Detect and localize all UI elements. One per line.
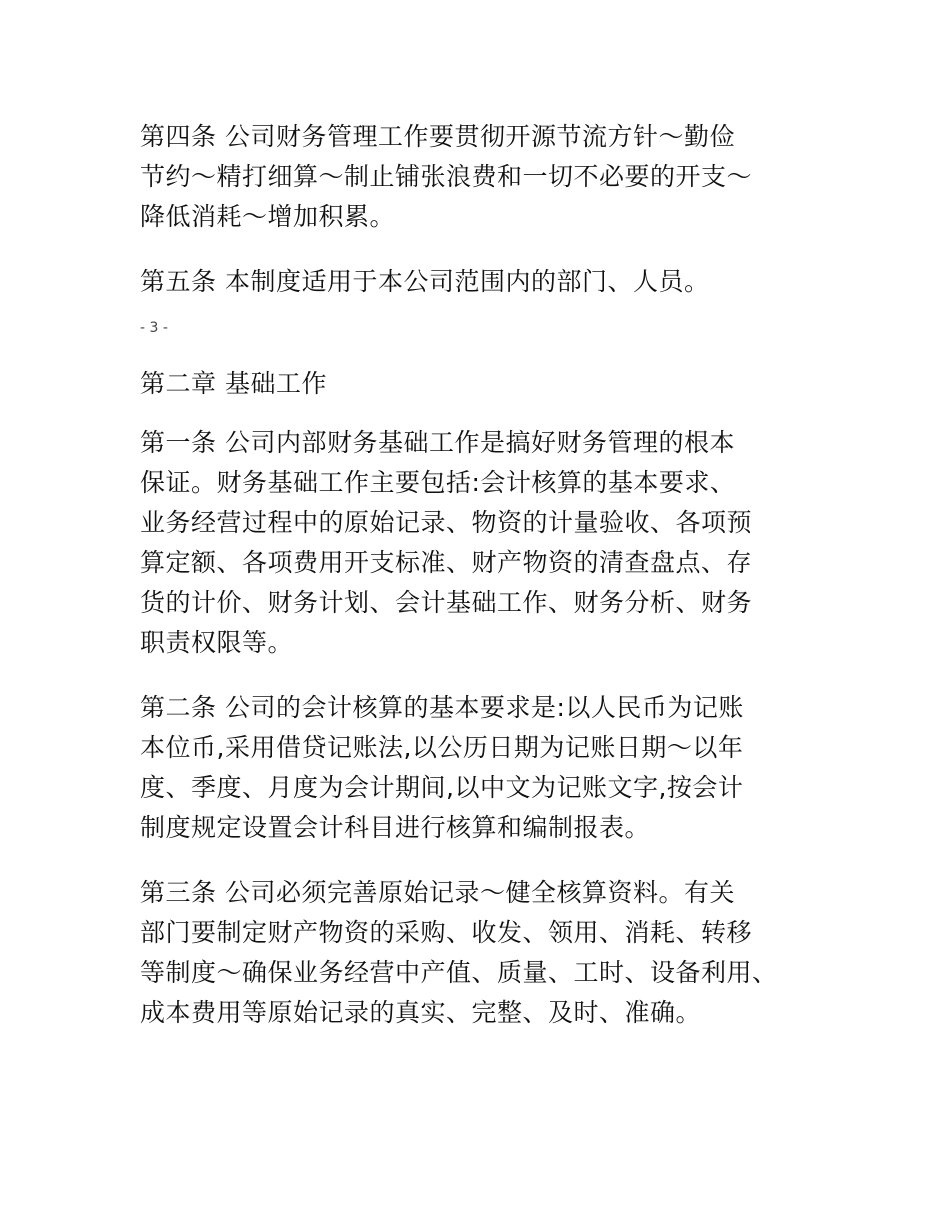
text-line: 部门要制定财产物资的采购、收发、领用、消耗、转移 <box>140 918 753 947</box>
page-number: - 3 - <box>140 320 168 336</box>
text-line: 节约～精打细算～制止铺张浪费和一切不必要的开支～ <box>140 162 753 191</box>
text-line: 第三条 公司必须完善原始记录～健全核算资料。有关 <box>140 878 735 907</box>
text-line: 第一条 公司内部财务基础工作是搞好财务管理的根本 <box>140 428 735 457</box>
article-5-paragraph <box>140 262 709 302</box>
text-line: 职责权限等。 <box>140 628 294 657</box>
article-2-paragraph <box>140 688 744 848</box>
text-line: 度、季度、月度为会计期间,以中文为记账文字,按会计 <box>140 773 744 802</box>
text-line: 第二条 公司的会计核算的基本要求是:以人民币为记账 <box>140 693 744 722</box>
text-line: 算定额、各项费用开支标准、财产物资的清查盘点、存 <box>140 548 753 577</box>
text-line: 第二章 基础工作 <box>140 369 327 398</box>
article-4-paragraph <box>140 117 752 237</box>
chapter-heading <box>140 364 327 404</box>
text-line: 第四条 公司财务管理工作要贯彻开源节流方针～勤俭 <box>140 122 735 151</box>
text-line: 货的计价、财务计划、会计基础工作、财务分析、财务 <box>140 588 753 617</box>
text-line: 成本费用等原始记录的真实、完整、及时、准确。 <box>140 998 702 1027</box>
text-line: 制度规定设置会计科目进行核算和编制报表。 <box>140 813 651 842</box>
article-3-paragraph <box>140 873 778 1033</box>
text-line: 降低消耗～增加积累。 <box>140 202 396 231</box>
text-line: 本位币,采用借贷记账法,以公历日期为记账日期～以年 <box>140 733 744 762</box>
text-line: 等制度～确保业务经营中产值、质量、工时、设备利用、 <box>140 958 778 987</box>
text-line: 保证。财务基础工作主要包括:会计核算的基本要求、 <box>140 468 736 497</box>
text-line: 第五条 本制度适用于本公司范围内的部门、人员。 <box>140 267 710 296</box>
text-line: 业务经营过程中的原始记录、物资的计量验收、各项预 <box>140 508 753 537</box>
article-1-paragraph <box>140 423 752 663</box>
